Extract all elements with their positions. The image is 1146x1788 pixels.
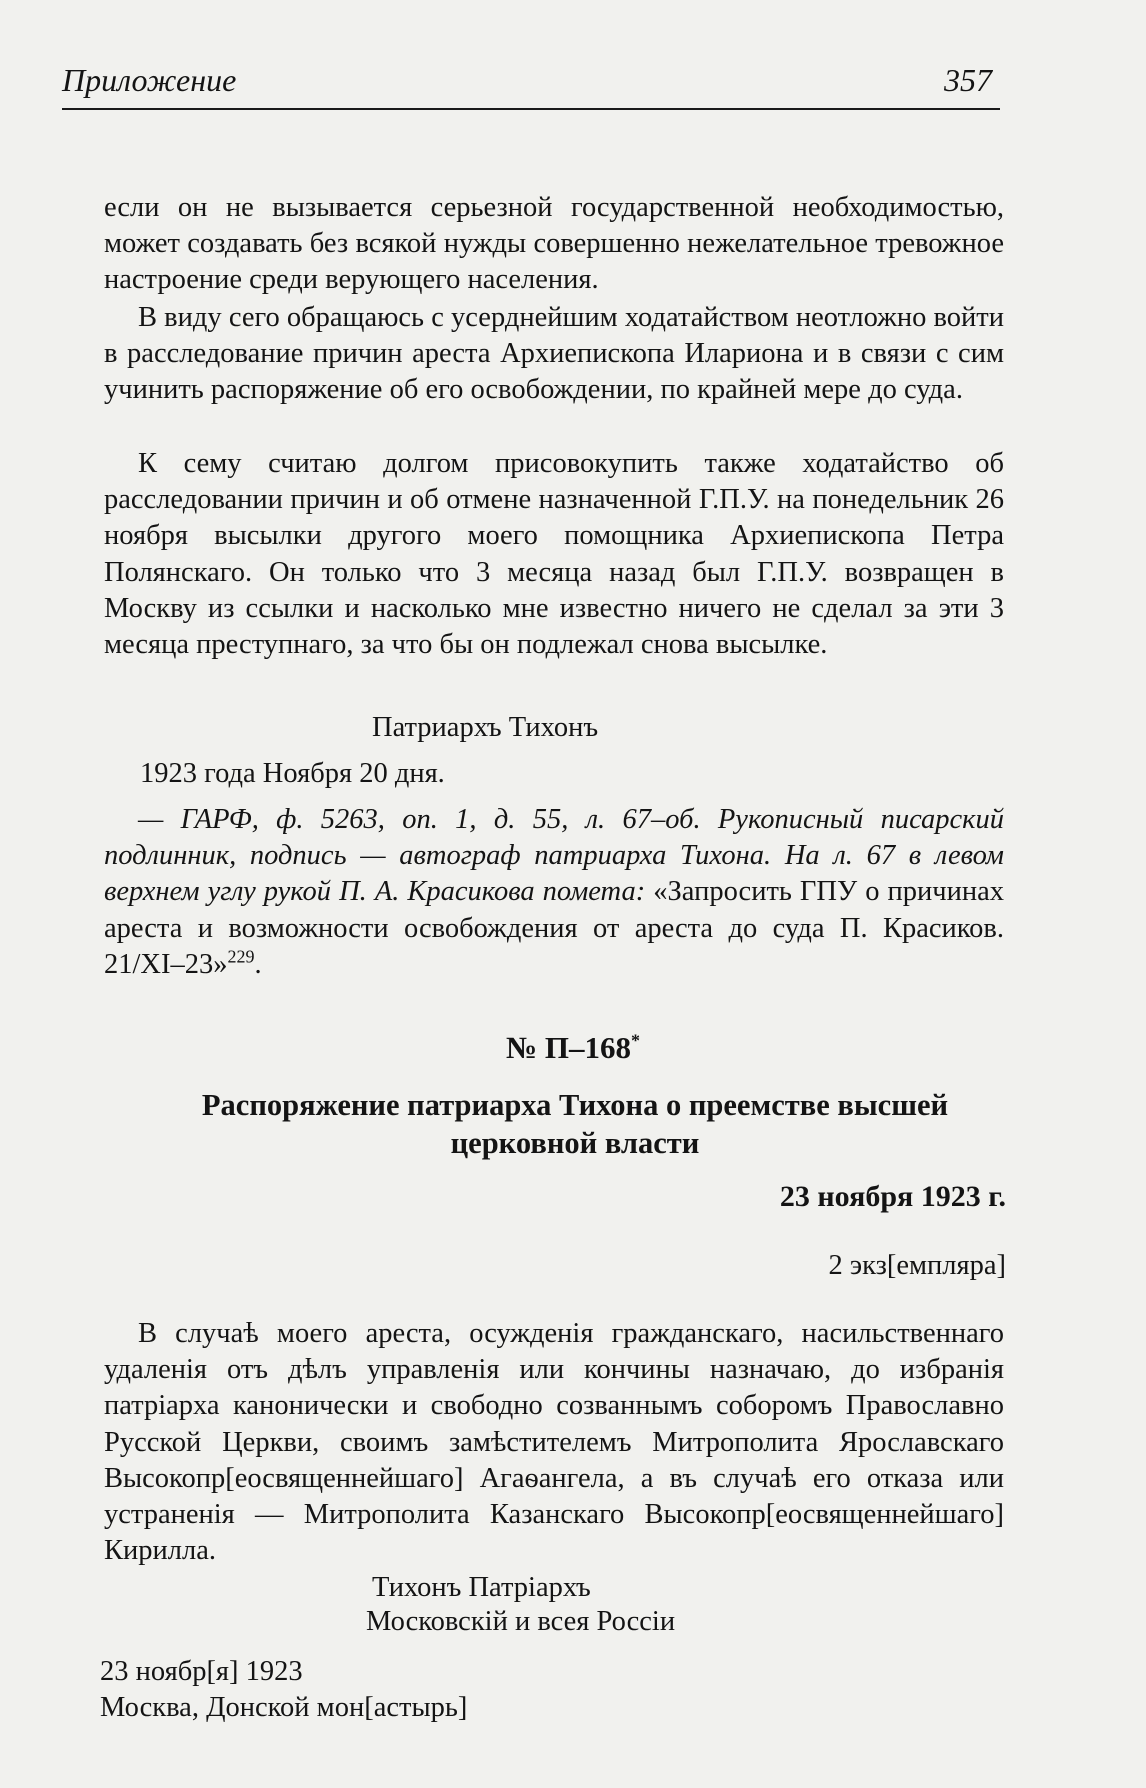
document-title: Распоряжение патриарха Тихона о преемстве высшей церковной власти bbox=[201, 1088, 949, 1160]
source-note-end: . bbox=[254, 948, 262, 980]
letter-date: 1923 года Ноября 20 дня. bbox=[140, 758, 445, 789]
letter-paragraph-1: если он не вызывается серьезной государственной необходимостью, может создавать без всякой нужды совершенно нежелательное тревожное настроение среди верующего населения. bbox=[104, 192, 1004, 296]
letter-paragraph-3: К сему считаю долгом присовокупить также ходатайство об расследовании причин и об отмене назначенной Г.П.У. на понедельник 26 ноября высылки другого моего помощника Архиепископа Петра Полянскаго. Он только что 3 месяца назад был Г.П.У. возвращен в Москву из ссылки и насколько мне известно ничего не сделал за эти 3 месяца преступнаго, за что бы он подлежал снова высылке. bbox=[104, 448, 1004, 661]
letter-signature: Патриархъ Тихонъ bbox=[372, 712, 599, 743]
document-date: 23 ноября 1923 г. bbox=[779, 1180, 1006, 1213]
document-number bbox=[0, 1030, 1146, 1066]
document-number-mark: * bbox=[631, 1030, 640, 1051]
document-copies: 2 экз[емпляра] bbox=[828, 1250, 1006, 1281]
page-number: 357 bbox=[944, 62, 992, 98]
letter-paragraph-2: В виду сего обращаюсь с усерднейшим ходатайством неотложно войти в расследование причин ареста Архиепископа Илариона и в связи с сим учинить распоряжение об его освобождении, по крайней мере до суда. bbox=[104, 302, 1004, 406]
document-footer-place: Москва, Донской мон[астырь] bbox=[100, 1692, 468, 1723]
source-note-text: — ГАРФ, ф. 5263, оп. 1, д. 55, л. 67–об. Рукописный писарский подлинник, подпись — автограф патриарха Тихона. На л. 67 в левом верхнем углу рукой П. А. Красикова помета: bbox=[104, 804, 1004, 908]
source-note-quote: «Запросить ГПУ о причинах ареста и возможности освобождения от ареста до суда П. Красиков. 21/XI–23» bbox=[104, 876, 1004, 980]
footnote-ref: 229 bbox=[227, 946, 255, 967]
running-header-title: Приложение bbox=[62, 62, 237, 98]
document-signature-title: Московскій и всея Россіи bbox=[366, 1606, 676, 1637]
document-number-text: № П–168 bbox=[505, 1030, 631, 1065]
source-note bbox=[104, 802, 1004, 983]
document-footer-date: 23 ноябр[я] 1923 bbox=[100, 1656, 303, 1687]
document-signature-name: Тихонъ Патріархъ bbox=[372, 1572, 591, 1603]
document-body: В случаѣ моего ареста, осужденія гражданскаго, насильственнаго удаленія отъ дѣлъ управленія или кончины назначаю, до избранія патріарха канонически и свободно созваннымъ соборомъ Православно Русской Церкви, своимъ замѣстителемъ Митрополита Ярославскаго Высокопр[еосвященнейшаго] Агаѳангела, а въ случаѣ его отказа или устраненія — Митрополита Казанскаго Высокопр[еосвященнейшаго] Кирилла. bbox=[104, 1318, 1004, 1567]
header-rule bbox=[62, 108, 1000, 110]
